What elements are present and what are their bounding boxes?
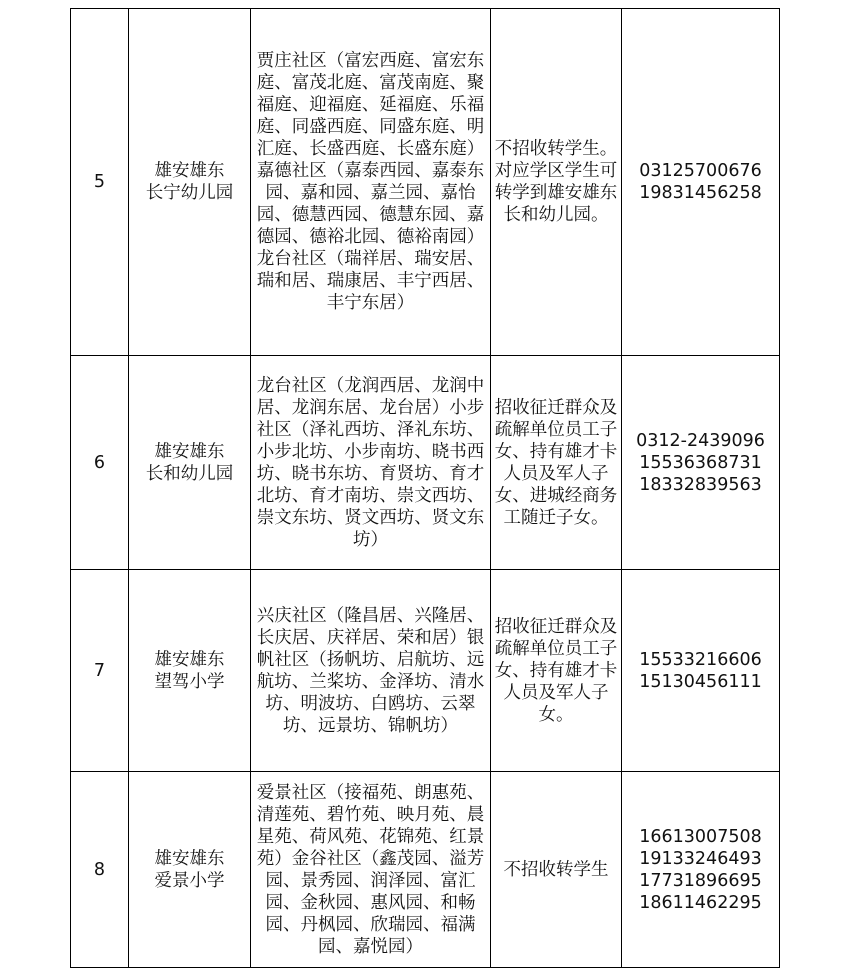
contact-phones: [622, 9, 780, 356]
school-name-line: 雄安雄东: [154, 161, 225, 181]
school-name: [129, 9, 251, 356]
school-district-table: [70, 8, 780, 968]
phone-number: 17731896695: [639, 870, 762, 891]
row-number: 6: [71, 356, 129, 570]
table-row: [71, 356, 780, 570]
district-area: 贾庄社区（富宏西庭、富宏东庭、富茂北庭、富茂南庭、聚福庭、迎福庭、延福庭、乐福庭、同盛西庭、同盛东庭、明汇庭、长盛西庭、长盛东庭）嘉德社区（嘉泰西园、嘉泰东园、嘉和园、嘉兰园、嘉怡园、德慧西园、德慧东园、嘉德园、德裕北园、德裕南园）龙台社区（瑞祥居、瑞安居、瑞和居、瑞康居、丰宁西居、丰宁东居）: [251, 9, 491, 356]
transfer-policy: 不招收转学生: [491, 772, 622, 968]
school-name-line: 雄安雄东: [154, 649, 225, 670]
phone-number: 19133246493: [639, 848, 762, 869]
table-row: [71, 570, 780, 772]
phone-number: 03125700676: [639, 161, 762, 181]
row-number: 7: [71, 570, 129, 772]
table-row: [71, 772, 780, 968]
school-name-line: 雄安雄东: [154, 441, 225, 462]
school-name-line: 长和幼儿园: [145, 463, 234, 484]
table-row: [71, 9, 780, 356]
transfer-policy: 招收征迁群众及疏解单位员工子女、持有雄才卡人员及军人子女。: [491, 570, 622, 772]
school-name-line: 雄安雄东: [154, 848, 225, 869]
row-number: 8: [71, 772, 129, 968]
school-name: [129, 570, 251, 772]
district-area: 龙台社区（龙润西居、龙润中居、龙润东居、龙台居）小步社区（泽礼西坊、泽礼东坊、小步北坊、小步南坊、晓书西坊、晓书东坊、育贤坊、育才北坊、育才南坊、崇文西坊、崇文东坊、贤文西坊、贤文东坊）: [251, 356, 491, 570]
contact-phones: [622, 772, 780, 968]
school-name-line: 望驾小学: [154, 671, 225, 692]
phone-number: 15536368731: [639, 452, 762, 473]
phone-number: 18332839563: [639, 474, 762, 495]
district-area: 兴庆社区（隆昌居、兴隆居、长庆居、庆祥居、荣和居）银帆社区（扬帆坊、启航坊、远航坊、兰桨坊、金泽坊、清水坊、明波坊、白鸥坊、云翠坊、远景坊、锦帆坊）: [251, 570, 491, 772]
phone-number: 16613007508: [639, 826, 762, 847]
school-name-line: 长宁幼儿园: [145, 183, 234, 203]
school-name: [129, 356, 251, 570]
phone-number: 18611462295: [639, 892, 762, 913]
school-name: [129, 772, 251, 968]
transfer-policy: 不招收转学生。对应学区学生可转学到雄安雄东长和幼儿园。: [491, 9, 622, 356]
phone-number: 15130456111: [639, 671, 762, 692]
school-name-line: 爱景小学: [154, 870, 225, 891]
transfer-policy: 招收征迁群众及疏解单位员工子女、持有雄才卡人员及军人子女、进城经商务工随迁子女。: [491, 356, 622, 570]
phone-number: 15533216606: [639, 649, 762, 670]
phone-number: 19831456258: [639, 183, 762, 203]
contact-phones: [622, 356, 780, 570]
district-area: 爱景社区（接福苑、朗惠苑、清莲苑、碧竹苑、映月苑、晨星苑、荷风苑、花锦苑、红景苑）金谷社区（鑫茂园、溢芳园、景秀园、润泽园、富汇园、金秋园、惠风园、和畅园、丹枫园、欣瑞园、福满园、嘉悦园）: [251, 772, 491, 968]
contact-phones: [622, 570, 780, 772]
phone-number: 0312-2439096: [636, 430, 765, 451]
row-number: 5: [71, 9, 129, 356]
